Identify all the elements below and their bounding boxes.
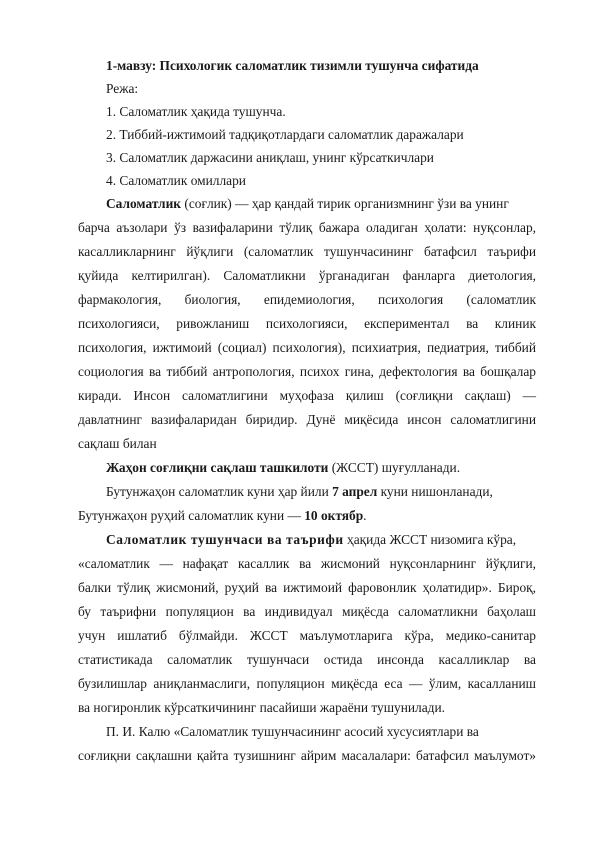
page-title: 1-мавзу: Психологик саломатлик тизимли тушунча сифатида xyxy=(106,58,479,73)
paragraph-line: касалликларнинг йўқлиги (саломатлик тушунчасининг батафсил таърифи xyxy=(78,244,536,259)
paragraph-line xyxy=(78,508,536,524)
paragraph-text: (ЖССТ) шуғулланади. xyxy=(328,460,461,475)
paragraph-line: соғлиқни сақлашни қайта тузишнинг айрим масалалари: батафсил маълумот» xyxy=(78,748,536,763)
date-october: 10 октябр xyxy=(304,508,364,523)
paragraph-line: психологияси, ривожланиш психологияси, експериментал ва клиник xyxy=(78,316,536,331)
paragraph-line: фармакология, биология, епидемиология, психология (саломатлик xyxy=(78,292,536,307)
paragraph-line: учун ишлатиб бўлмайди. ЖССТ маълумотларига кўра, медико-санитар xyxy=(78,628,536,643)
paragraph-text: . xyxy=(363,508,367,523)
paragraph-line xyxy=(106,532,516,548)
paragraph-line xyxy=(106,484,493,500)
plan-item: 4. Саломатлик омиллари xyxy=(106,173,246,188)
paragraph-line: бузилишлар аниқланмаслиги, популяцион миқёсда еса — ўлим, касалланиш xyxy=(78,676,536,691)
paragraph-line: барча аъзолари ўз вазифаларини тўлиқ бажара оладиган ҳолати: нуқсонлар, xyxy=(78,220,536,235)
org-name: Жаҳон соғлиқни сақлаш ташкилоти xyxy=(106,460,329,475)
paragraph-line: «саломатлик — нафақат касаллик ва жисмоний нуқсонларнинг йўқлиги, xyxy=(78,556,536,571)
paragraph-line: ва ногиронлик кўрсаткичининг пасайиши жараёни тушунилади. xyxy=(78,700,446,715)
paragraph-line: сақлаш билан xyxy=(78,436,157,451)
paragraph-text: Бутунжаҳон руҳий саломатлик куни — xyxy=(78,508,305,523)
paragraph-text: Бутунжаҳон саломатлик куни ҳар йили xyxy=(106,484,333,499)
paragraph-text: (соғлик) — ҳар қандай тирик организмнинг ўзи ва унинг xyxy=(181,196,509,211)
paragraph-line: статистикада саломатлик тушунчаси остида инсонда касалликлар ва xyxy=(78,652,536,667)
paragraph-line: давлатнинг вазифаларидан биридир. Дунё миқёсида инсон саломатлигини xyxy=(78,412,536,427)
paragraph-line: социология ва тиббий антропология, психох гина, дефектология ва бошқалар xyxy=(78,364,536,379)
paragraph-line: бу таърифни популяцион ва индивидуал миқёсда саломатликни баҳолаш xyxy=(78,604,536,619)
plan-item: 3. Саломатлик даржасини аниқлаш, унинг кўрсаткичлари xyxy=(106,150,434,165)
paragraph-line: балки тўлиқ жисмоний, руҳий ва ижтимоий фаровонлик ҳолатидир». Бироқ, xyxy=(78,580,536,595)
paragraph-line xyxy=(106,460,460,476)
plan-label: Режа: xyxy=(106,81,139,96)
paragraph-line: қуйида келтирилган). Саломатликни ўрганадиган фанларга диетология, xyxy=(78,268,536,283)
paragraph-text: куни нишонланади, xyxy=(377,484,493,499)
term-health: Саломатлик xyxy=(106,196,182,211)
paragraph-line: П. И. Калю «Саломатлик тушунчасининг асосий хусусиятлари ва xyxy=(106,724,479,739)
plan-item: 1. Саломатлик ҳақида тушунча. xyxy=(106,104,286,119)
paragraph-text: ҳақида ЖССТ низомига кўра, xyxy=(343,532,517,547)
paragraph-line xyxy=(106,196,509,212)
plan-item: 2. Тиббий-ижтимоий тадқиқотлардаги саломатлик даражалари xyxy=(106,127,464,142)
date-april: 7 апрел xyxy=(332,484,378,499)
paragraph-line: психология, ижтимоий (социал) психология), психиатрия, педиатрия, тиббий xyxy=(78,340,536,355)
paragraph-line: киради. Инсон саломатлигини муҳофаза қилиш (соғлиқни сақлаш) — xyxy=(78,388,536,403)
term-definition: Саломатлик тушунчаси ва таърифи xyxy=(106,532,344,547)
